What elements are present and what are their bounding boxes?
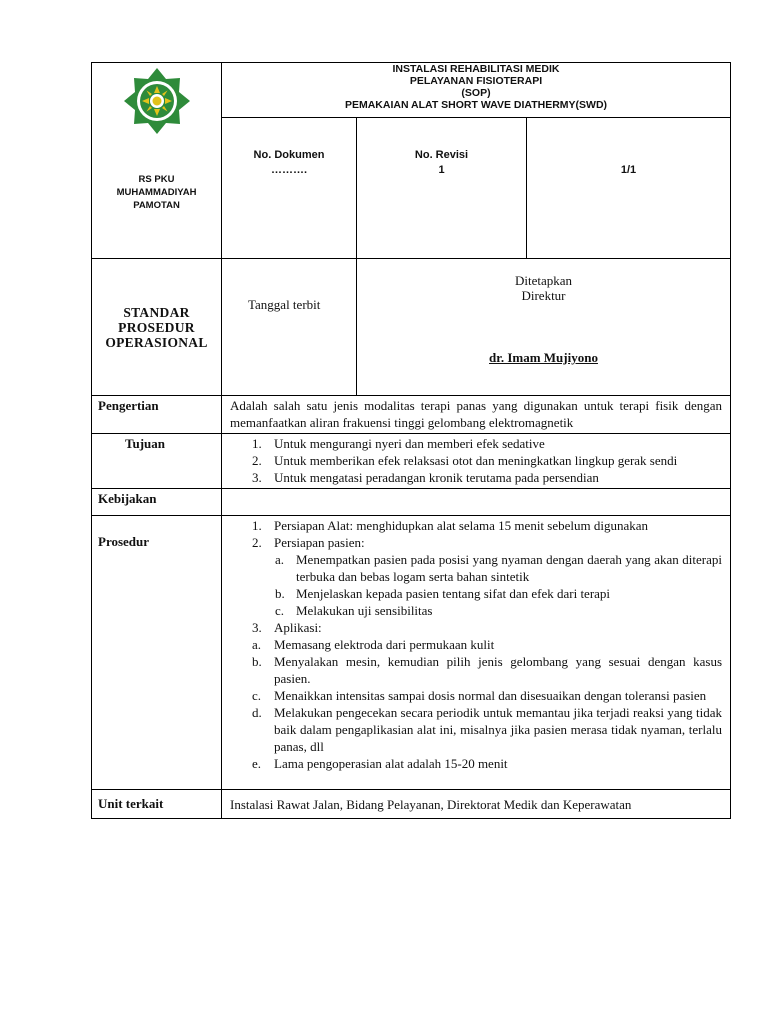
prosedur-spacer: [230, 772, 722, 787]
ditetapkan-label: Ditetapkan: [514, 273, 573, 288]
list-item: c. Melakukan uji sensibilitas: [275, 603, 433, 618]
prosedur-content: [222, 516, 731, 790]
no-revisi-cell: [357, 118, 527, 259]
no-dokumen-cell: [222, 118, 357, 259]
title-line-pemakaian: PEMAKAIAN ALAT SHORT WAVE DIATHERMY(SWD): [344, 99, 608, 111]
prosedur-step-3: 3. Aplikasi:: [252, 620, 322, 635]
hospital-name: RS PKU MUHAMMADIYAH PAMOTAN: [116, 174, 197, 211]
prosedur-step-1: 1. Persiapan Alat: menghidupkan alat selama 15 menit sebelum digunakan: [252, 518, 649, 533]
unit-terkait-text: Instalasi Rawat Jalan, Bidang Pelayanan, Direktorat Medik dan Keperawatan: [222, 790, 731, 819]
unit-terkait-row: [92, 790, 731, 819]
tanggal-terbit-label: Tanggal terbit: [248, 297, 321, 312]
no-revisi-label: No. Revisi: [414, 149, 469, 161]
tujuan-row: [92, 434, 731, 489]
title-line-instalasi: INSTALASI REHABILITASI MEDIK: [392, 63, 560, 75]
direktur-label: Direktur: [521, 288, 566, 303]
list-item: a. Memasang elektroda dari permukaan kulit: [252, 637, 495, 652]
tujuan-list: [230, 435, 722, 486]
list-item: b. Menyalakan mesin, kemudian pilih jenis gelombang yang sesuai dengan kasus pasien.: [252, 654, 722, 686]
list-item: d. Melakukan pengecekan secara periodik untuk memantau jika terjadi reaksi yang tidak baik dalam pengaplikasian alat ini, misalnya jika pasien merasa tidak nyaman, terlalu panas, dll: [252, 705, 722, 754]
halaman-value: 1/1: [620, 164, 637, 176]
kebijakan-label: Kebijakan: [92, 489, 222, 516]
prosedur-label: Prosedur: [92, 516, 222, 790]
list-item: b. Menjelaskan kepada pasien tentang sifat dan efek dari terapi: [275, 586, 611, 601]
halaman-cell: [527, 118, 731, 259]
no-dokumen-value: ……….: [270, 164, 308, 176]
unit-terkait-label: Unit terkait: [92, 790, 222, 819]
tujuan-label: Tujuan: [92, 434, 222, 489]
sop-title-cell: STANDAR PROSEDUR OPERASIONAL: [92, 259, 222, 396]
title-line-sop: (SOP): [461, 87, 491, 99]
list-item: 1. Untuk mengurangi nyeri dan memberi efek sedative: [252, 436, 545, 451]
muhammadiyah-logo-icon: [119, 63, 195, 139]
ditetapkan-cell: [357, 259, 731, 396]
persiapan-pasien-list: [230, 551, 722, 619]
document-title-block: [222, 63, 731, 118]
no-revisi-value: 1: [438, 164, 445, 176]
prosedur-step-2: 2. Persiapan pasien:: [252, 535, 365, 550]
pengertian-row: [92, 396, 731, 434]
title-line-pelayanan: PELAYANAN FISIOTERAPI: [409, 75, 543, 87]
logo-cell: [92, 63, 222, 259]
header-row: [92, 63, 731, 118]
list-item: 2. Untuk memberikan efek relaksasi otot dan meningkatkan lingkup gerak sendi: [252, 453, 678, 468]
pengertian-label: Pengertian: [92, 396, 222, 434]
tanggal-terbit-cell: [222, 259, 357, 396]
pengertian-text: Adalah salah satu jenis modalitas terapi panas yang digunakan untuk terapi fisik dengan memanfaatkan aliran frakuensi tinggi gelombang elektromagnetik: [222, 396, 731, 434]
sop-table: [91, 62, 731, 819]
list-item: e. Lama pengoperasian alat adalah 15-20 menit: [252, 756, 508, 771]
prosedur-step-3-list: [230, 619, 722, 636]
aplikasi-list: [230, 636, 722, 772]
list-item: c. Menaikkan intensitas sampai dosis normal dan disesuaikan dengan toleransi pasien: [252, 688, 707, 703]
prosedur-steps: [230, 517, 722, 551]
no-dokumen-label: No. Dokumen: [253, 149, 325, 161]
sop-block-row: [92, 259, 731, 396]
list-item: a. Menempatkan pasien pada posisi yang nyaman dengan daerah yang akan diterapi terbuka dan bebas logam serta bahan sintetik: [275, 552, 722, 584]
kebijakan-content: [222, 489, 731, 516]
prosedur-row: [92, 516, 731, 790]
director-name: dr. Imam Mujiyono: [489, 350, 598, 365]
kebijakan-row: [92, 489, 731, 516]
tujuan-content: [222, 434, 731, 489]
list-item: 3. Untuk mengatasi peradangan kronik terutama pada persendian: [252, 470, 599, 485]
